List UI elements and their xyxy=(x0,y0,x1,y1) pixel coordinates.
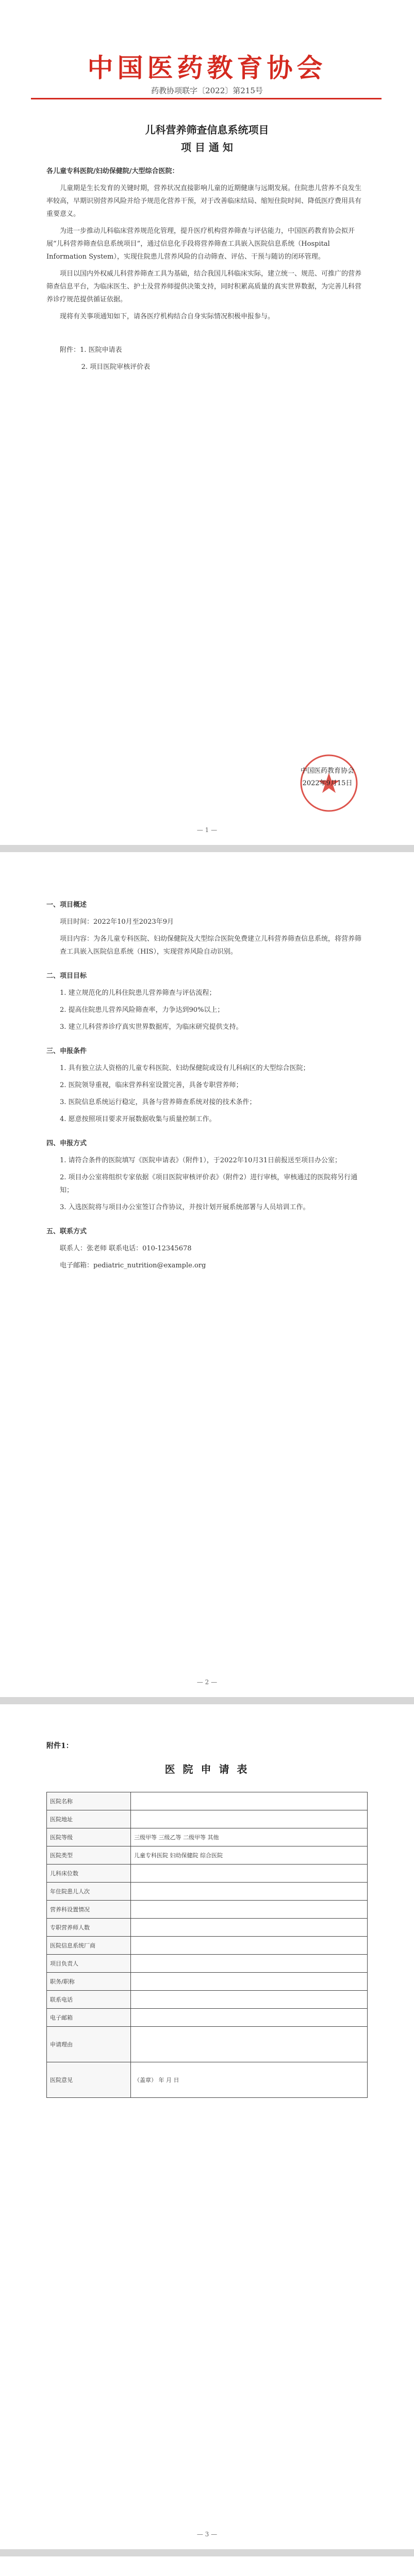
section-item: 2. 医院领导重视，临床营养科室设置完善，具备专职营养师； xyxy=(60,1081,243,1089)
red-divider xyxy=(31,98,382,99)
form-field[interactable] xyxy=(131,1901,368,1919)
form-field[interactable] xyxy=(131,1973,368,1991)
paragraph: 儿童期是生长发育的关键时期，营养状况直接影响儿童的近期健康与远期发展。住院患儿营养不良发生率较高，早期识别营养风险并给予规范化营养干预，对于改善临床结局、缩短住院时间、降低医疗费用具有重要意义。 xyxy=(46,184,362,218)
document-number: 药教协项联字〔2022〕第215号 xyxy=(151,86,263,95)
form-label: 项目负责人 xyxy=(47,1955,131,1973)
notice-title-line1: 儿科营养筛查信息系统项目 xyxy=(145,124,269,136)
section-heading: 三、申报条件 xyxy=(46,1047,87,1055)
section-item: 项目内容：为各儿童专科医院、妇幼保健院及大型综合医院免费建立儿科营养筛查信息系统，将营养筛查工具嵌入医院信息系统（HIS），实现营养风险自动识别。 xyxy=(60,935,362,956)
page-4 xyxy=(0,2556,414,2576)
form-field[interactable] xyxy=(131,1991,368,2009)
page-2 xyxy=(0,852,414,1697)
form-label: 儿科床位数 xyxy=(47,1865,131,1883)
form-label: 电子邮箱 xyxy=(47,2009,131,2027)
paragraph: 为进一步推动儿科临床营养规范化管理，提升医疗机构营养筛查与评估能力，中国医药教育协会拟开展“儿科营养筛查信息系统项目”，通过信息化手段将营养筛查工具嵌入医院信息系统（Hospital Information System），实现住院患儿营养风险的自动筛查、评估、干预与随访的闭环管理。 xyxy=(46,227,355,261)
section-heading: 四、申报方式 xyxy=(46,1140,87,1147)
form-row xyxy=(47,1901,368,1919)
salutation: 各儿童专科医院/妇幼保健院/大型综合医院： xyxy=(46,167,179,175)
notice-body xyxy=(46,165,366,378)
form-field[interactable] xyxy=(131,2027,368,2062)
form-row xyxy=(47,1828,368,1846)
section-item: 3. 入选医院将与项目办公室签订合作协议，并按计划开展系统部署与人员培训工作。 xyxy=(60,1204,310,1211)
page-number: — 1 — xyxy=(196,826,218,834)
form-field[interactable] xyxy=(131,1955,368,1973)
form-field[interactable] xyxy=(131,1865,368,1883)
signature-date: 2022年9月15日 xyxy=(302,779,353,787)
form-label: 医院等级 xyxy=(47,1828,131,1846)
contact-line: 联系人：张老师 联系电话：010-12345678 xyxy=(60,1245,192,1252)
form-row xyxy=(47,1937,368,1955)
section-item: 2. 提高住院患儿营养风险筛查率，力争达到90%以上； xyxy=(60,1006,224,1014)
form-row xyxy=(47,1955,368,1973)
form-row xyxy=(47,1846,368,1865)
section-item: 1. 具有独立法人资格的儿童专科医院、妇幼保健院或设有儿科病区的大型综合医院； xyxy=(60,1064,310,1072)
form-label: 医院信息系统厂商 xyxy=(47,1937,131,1955)
attachment-1: 附件：1. 医院申请表 xyxy=(60,346,122,354)
section-heading: 二、项目目标 xyxy=(46,972,87,980)
form-field[interactable] xyxy=(131,1937,368,1955)
signature-org: 中国医药教育协会 xyxy=(300,767,354,775)
section-item: 项目时间：2022年10月至2023年9月 xyxy=(60,918,174,926)
form-label: 专职营养师人数 xyxy=(47,1919,131,1937)
page-number: — 3 — xyxy=(196,2531,218,2538)
form-label: 医院地址 xyxy=(47,1810,131,1828)
form-row xyxy=(47,1792,368,1810)
form-label: 医院名称 xyxy=(47,1792,131,1810)
form-field[interactable] xyxy=(131,1810,368,1828)
form-label: 年住院患儿人次 xyxy=(47,1883,131,1901)
paragraph: 项目以国内外权威儿科营养筛查工具为基础，结合我国儿科临床实际，建立统一、规范、可推广的营养筛查信息平台，为临床医生、护士及营养师提供决策支持，同时积累高质量的真实世界数据，为完善儿科营养诊疗规范提供循证依据。 xyxy=(46,270,362,303)
form-label: 申请理由 xyxy=(47,2027,131,2062)
form-field[interactable]: （盖章） 年 月 日 xyxy=(131,2062,368,2098)
form-row xyxy=(47,1883,368,1901)
form-row xyxy=(47,1865,368,1883)
section-heading: 一、项目概述 xyxy=(46,901,87,909)
project-details xyxy=(46,899,366,1276)
form-field[interactable]: 儿童专科医院 妇幼保健院 综合医院 xyxy=(131,1846,368,1865)
form-field[interactable] xyxy=(131,1919,368,1937)
notice-title xyxy=(0,121,414,156)
contact-line: 电子邮箱：pediatric_nutrition@example.org xyxy=(60,1262,206,1269)
form-label: 医院意见 xyxy=(47,2062,131,2098)
form-row xyxy=(47,1919,368,1937)
form-field[interactable] xyxy=(131,1792,368,1810)
page-number: — 2 — xyxy=(196,1679,218,1686)
signature-block xyxy=(268,765,387,790)
form-field[interactable] xyxy=(131,1883,368,1901)
form-title: 医 院 申 请 表 xyxy=(164,1763,250,1775)
form-row xyxy=(47,2009,368,2027)
form-row xyxy=(47,2062,368,2098)
form-row xyxy=(47,2027,368,2062)
attachment-2: 2. 项目医院审核评价表 xyxy=(81,363,151,371)
page-3 xyxy=(0,1704,414,2549)
application-form-table xyxy=(46,1792,368,2098)
form-label: 联系电话 xyxy=(47,1991,131,2009)
page-1 xyxy=(0,0,414,845)
form-row xyxy=(47,1991,368,2009)
form-label: 职务/职称 xyxy=(47,1973,131,1991)
section-item: 2. 项目办公室将组织专家依据《项目医院审核评价表》（附件2）进行审核，审核通过的医院将另行通知； xyxy=(60,1174,358,1194)
notice-title-line2: 项 目 通 知 xyxy=(181,141,233,154)
form-label: 营养科设置情况 xyxy=(47,1901,131,1919)
annex-label: 附件1： xyxy=(46,1742,73,1750)
org-title: 中国医药教育协会 xyxy=(87,53,327,83)
paragraph: 现将有关事项通知如下，请各医疗机构结合自身实际情况积极申报参与。 xyxy=(60,313,275,320)
form-field[interactable]: 三级甲等 三级乙等 二级甲等 其他 xyxy=(131,1828,368,1846)
form-row xyxy=(47,1973,368,1991)
form-row xyxy=(47,1810,368,1828)
form-label: 医院类型 xyxy=(47,1846,131,1865)
section-item: 1. 建立规范化的儿科住院患儿营养筛查与评估流程； xyxy=(60,989,216,997)
section-item: 3. 医院信息系统运行稳定，具备与营养筛查系统对接的技术条件； xyxy=(60,1098,256,1106)
section-item: 3. 建立儿科营养诊疗真实世界数据库，为临床研究提供支持。 xyxy=(60,1023,243,1031)
section-heading: 五、联系方式 xyxy=(46,1228,87,1235)
form-field[interactable] xyxy=(131,2009,368,2027)
section-item: 4. 愿意按照项目要求开展数据收集与质量控制工作。 xyxy=(60,1115,216,1123)
section-item: 1. 请符合条件的医院填写《医院申请表》（附件1），于2022年10月31日前报送至项目办公室； xyxy=(60,1157,341,1164)
